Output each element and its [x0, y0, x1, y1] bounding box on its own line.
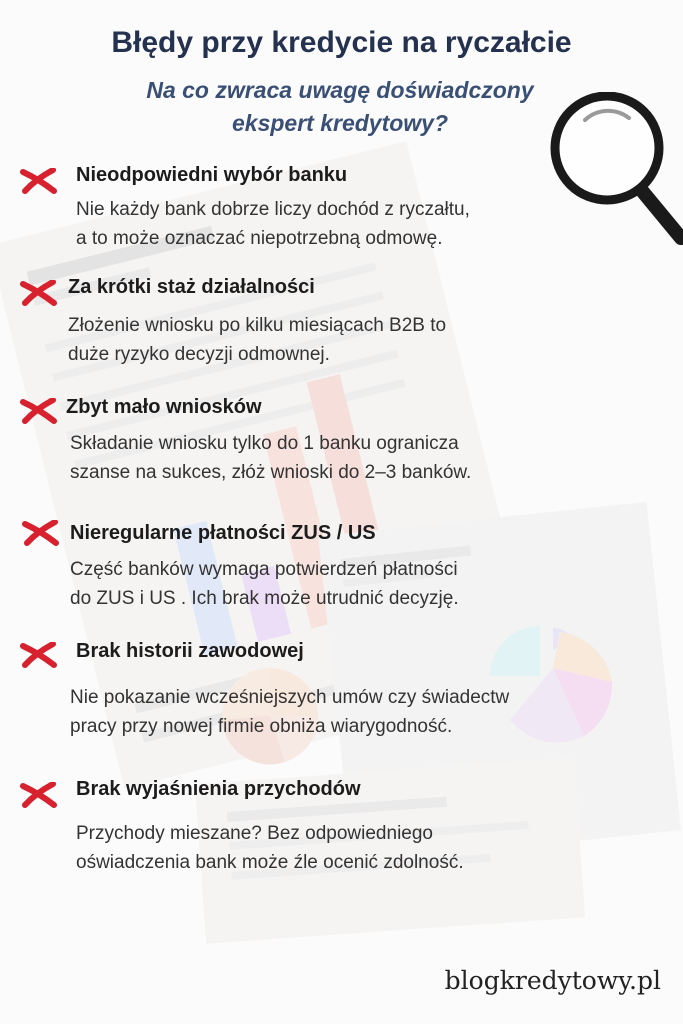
mistake-description-line-2: pracy przy nowej firmie obniża wiarygodność.	[70, 716, 453, 737]
mistake-description-line-2: a to może oznaczać niepotrzebną odmowę.	[76, 228, 443, 249]
mistake-heading: Zbyt mało wniosków	[66, 396, 262, 418]
mistake-heading: Za krótki staż działalności	[68, 276, 315, 298]
red-x-icon	[20, 168, 58, 194]
mistake-description-line-2: duże ryzyko decyzji odmownej.	[68, 344, 330, 365]
red-x-icon	[20, 398, 58, 424]
red-x-icon	[22, 520, 60, 546]
mistake-description-line-2: szanse na sukces, złóż wnioski do 2–3 banków.	[70, 462, 472, 483]
red-x-icon	[20, 642, 58, 668]
subtitle-line-1: Na co zwraca uwagę doświadczony	[146, 77, 534, 103]
mistake-heading: Nieregularne płatności ZUS / US	[70, 522, 376, 544]
mistake-description-line-1: Nie każdy bank dobrze liczy dochód z ryczałtu,	[76, 199, 470, 220]
mistake-description-line-1: Składanie wniosku tylko do 1 banku ogranicza	[70, 433, 459, 454]
mistake-heading: Brak historii zawodowej	[76, 640, 304, 662]
mistake-description-line-1: Nie pokazanie wcześniejszych umów czy świadectw	[70, 687, 510, 708]
magnifying-glass-icon	[545, 92, 683, 252]
mistake-description-line-1: Część banków wymaga potwierdzeń płatności	[70, 559, 458, 580]
mistake-description-line-1: Przychody mieszane? Bez odpowiedniego	[76, 823, 433, 844]
mistake-description-line-2: do ZUS i US . Ich brak może utrudnić decyzję.	[70, 588, 459, 609]
red-x-icon	[20, 280, 58, 306]
mistake-description-line-2: oświadczenia bank może źle ocenić zdolność.	[76, 852, 464, 873]
mistake-heading: Brak wyjaśnienia przychodów	[76, 778, 361, 800]
subtitle	[90, 74, 590, 140]
mistake-description-line-1: Złożenie wniosku po kilku miesiącach B2B to	[68, 315, 447, 336]
page-title: Błędy przy kredycie na ryczałcie	[111, 26, 572, 59]
red-x-icon	[20, 782, 58, 808]
brand-logo: blogkredytowy.pl	[444, 966, 661, 995]
subtitle-line-2: ekspert kredytowy?	[231, 110, 449, 136]
mistake-heading: Nieodpowiedni wybór banku	[76, 164, 348, 186]
